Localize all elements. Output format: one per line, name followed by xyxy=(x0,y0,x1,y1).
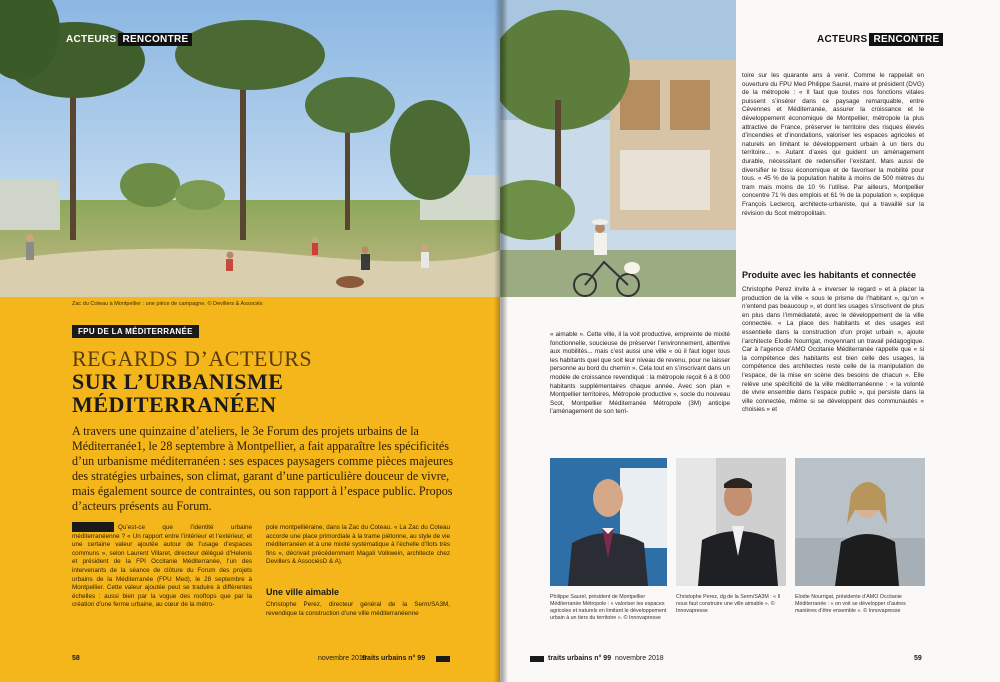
magazine-name-right: traits urbains n° 99 xyxy=(548,655,612,662)
kicker-label: FPU DE LA MÉDITERRANÉE xyxy=(72,325,199,338)
portrait-caption-3: Elodie Nourrigat, présidente d’AMO Occitanie Méditerranée : « on voit se développer d’autres manières d’être ensemble ». © Innovapresse xyxy=(795,594,906,614)
headline-line3: MÉDITERRANÉEN xyxy=(72,392,277,417)
body-column-2b: Christophe Perez, directeur général de la Serm/SA3M, revendique la construction d’une ville méditerranéenne xyxy=(266,601,450,617)
issue-date: novembre 2018 xyxy=(318,655,367,662)
binding-gutter xyxy=(494,0,508,682)
photo-caption: Zac du Coteau à Montpellier : une pièce de campagne. © Devillers & Associés xyxy=(72,301,263,307)
body-column-1: Qu’est-ce que l’identité urbaine méditerranéenne ? « Un rapport entre l’intérieur et l’extérieur, et une certaine valeur ajoutée autour de l’usage d’espaces communs », selon Laurent Villaret, directeur délégué d’Helenis et président de la FPI Occitanie Méditerranée, l’un des intervenants de la séance de clôture du Forum des projets urbains de la Méditerranée (FPU Med), le 28 septembre à Montpellier. Cette valeur ajoutée peut se traduire à différentes échelles : aussi bien par la vogue des rooftops que par la création d’une ferme urbaine, au cœur de la métro- xyxy=(72,524,252,609)
section-rubric xyxy=(66,34,192,45)
headline-line2: SUR L’URBANISME xyxy=(72,369,284,394)
subheading-right: Produite avec les habitants et connectée xyxy=(742,270,917,280)
subheading: Une ville aimable xyxy=(266,587,340,597)
headline-line1: REGARDS D’ACTEURS xyxy=(72,346,313,371)
portrait-christophe-perez xyxy=(676,458,786,586)
right-page xyxy=(500,0,1000,682)
portrait-philippe-saurel xyxy=(550,458,667,586)
magazine-name: traits urbains n° 99 xyxy=(362,655,426,662)
rubric-part2-right: RENCONTRE xyxy=(869,33,943,46)
issue-date-right: novembre 2018 xyxy=(615,655,664,662)
rubric-part1: ACTEURS xyxy=(66,34,117,45)
folio-marker-right xyxy=(530,656,544,662)
section-rubric-right xyxy=(817,34,943,45)
portrait-caption-2: Christophe Perez, dg de la Serm/SA3M : « Il nous faut construire une ville aimable ». © Innovapresse xyxy=(676,594,781,614)
rubric-part2: RENCONTRE xyxy=(118,33,192,46)
cyclist-scene-photo xyxy=(500,0,736,297)
portrait-elodie-nourrigat xyxy=(795,458,925,586)
page-number-right: 59 xyxy=(914,655,922,662)
body-column-right-left: « aimable ». Cette ville, il la voit productive, empreinte de mixité fonctionnelle, soucieuse de préserver l’environnement, attentive aux mobilités... mais c’est aussi une ville « où il faut loger tous les habitants quel que soit leur niveau de revenu, pour ne laisser personne au bord du chemin ». Cela tout en s’inscrivant dans un modèle de croissance revendiqué : la métropole reçoit 6 à 8 000 habitants supplémentaires chaque année. Avec son plan « Montpellier territoires, Métropole productive », socle du nouveau Scot, Montpellier Méditerranée Métropole (3M) anticipe l’aménagement de son terri- xyxy=(550,331,730,416)
folio-marker xyxy=(436,656,450,662)
standfirst: A travers une quinzaine d’ateliers, le 3e Forum des projets urbains de la Méditerranée1, le 28 septembre à Montpellier, a fait apparaître les spécificités d’un urbanisme méditerranéen : ses espaces paysagers comme pièces majeures des stratégies urbaines, son climat, garant d’une particulière douceur de vivre, mais également source de contraintes, ou son rapport à l’espace public. Propos d’acteurs présents au Forum. xyxy=(72,424,454,513)
body-column-2: pole montpelliéraine, dans la Zac du Coteau. « La Zac du Coteau accorde une place primordiale à la trame piétonne, au style de vie méditerranéen et à une mixité systématique à l’échelle d’îlots très fins », décrivait précédemment Magali Volkwein, architecte chez Devillers & AssociésD & A). xyxy=(266,524,450,566)
body-column-right-top: toire sur les quarante ans à venir. Comme le rappelait en ouverture du FPU Med Philippe Saurel, maire et président (DVG) de la métropole : « Il faut que toutes nos fonctions vitales puissent s’insérer dans ce paysage remarquable, entre Cévennes et Méditerranée, assurer la croissance et le développement économique de Montpellier, métropole la plus attractive de France, préserver le territoire des risques élevés d’incendies et d’inondations, valoriser les espaces agricoles et naturels en limitant le développement urbain à un tiers du territoire... ». Autant d’axes qui guident un aménagement durable, nécessitant de redensifier l’existant. Mais aussi de diversifier le tissu économique et de favoriser la mobilité pour tous. « 45 % de la population habite à moins de 500 mètres du tram mais moins de 10 % l’utilise. Par ailleurs, Montpellier concentre 71 % des emplois et 61 % de la population », explique François Leclercq, architecte-urbaniste, qui a travaillé sur la révision du Scot métropolitain. xyxy=(742,72,924,217)
portrait-caption-1: Philippe Saurel, président de Montpellier Méditerranée Métropole : « valoriser les espaces agricoles et naturels en limitant le développement urbain à un tiers du territoire ». © Innovapresse xyxy=(550,594,667,621)
page-number: 58 xyxy=(72,655,80,662)
body-column-right-mid: Christophe Perez invite à « inverser le regard » et à placer la production de la ville « sous le prisme de l’habitant », qu’on « n’entend pas beaucoup », et dont les usages s’inscrivent de plus en plus dans l’immédiateté, avec le développement de la ville connectée. « La place des habitants et des usages est essentielle dans la construction d’un projet urbain », ajoute l’architecte Elodie Nourrigat, moyennant un travail pédagogique. Car à l’agence d’AMO Occitanie Méditerranée rappelle que « si la compétence des habitants est bien celle des usages, la compétence des architectes reste celle de la manipulation de l’espace, de la mise en scène des besoins de chacun ». Elle relève une spécificité de la ville méditerranéenne : « la volonté de vivre ensemble dans l’espace public », qui persiste dans la ville connectée, même si se développent des communautés « choisies » et xyxy=(742,286,924,414)
rubric-part1-right: ACTEURS xyxy=(817,34,868,45)
